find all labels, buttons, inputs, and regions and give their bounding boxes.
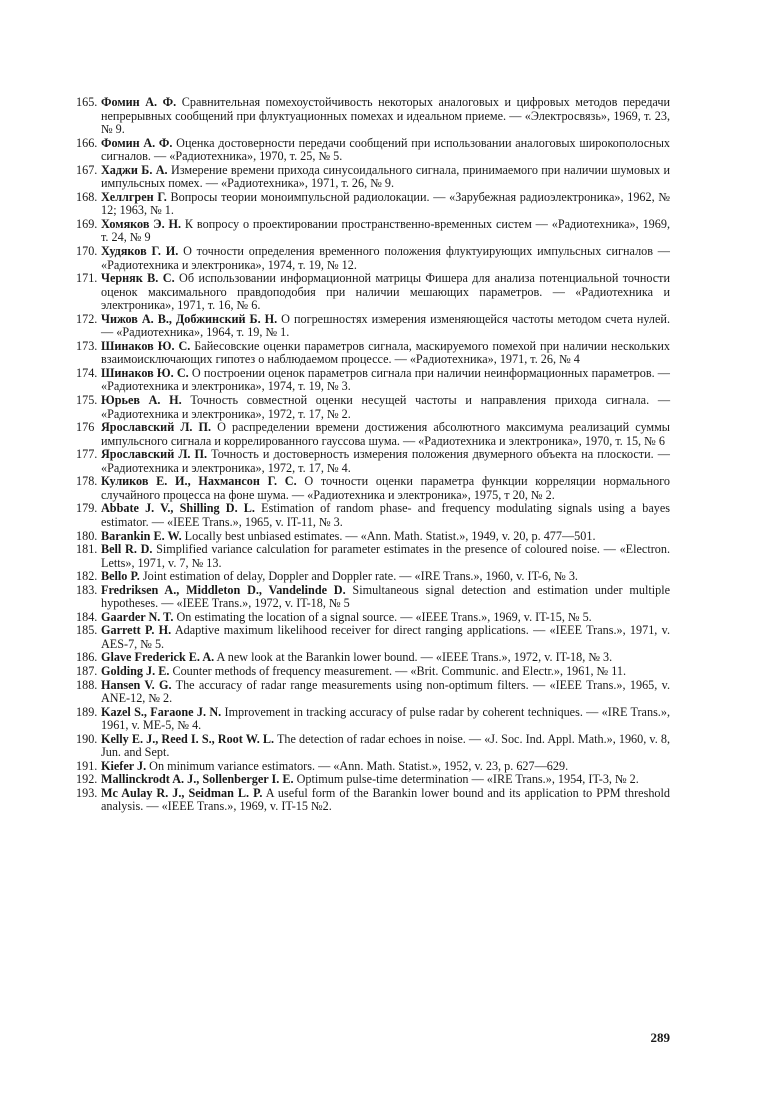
reference-authors: Худяков Г. И. (101, 244, 179, 259)
reference-item (76, 611, 670, 625)
reference-number: 170. (76, 244, 98, 259)
reference-item (76, 502, 670, 529)
reference-number: 190. (76, 731, 98, 746)
reference-text: Об использовании информационной матрицы Фишера для анализа потенциальной точности оценок максимального правдоподобия при наличии мешающих параметров. — «Радиотехника и электроника», 1971, т. 16, № 6. (101, 271, 671, 313)
reference-item (76, 760, 670, 774)
reference-text: The detection of radar echoes in noise. — «J. Soc. Ind. Appl. Math.», 1960, v. 8, Jun. and Sept. (101, 731, 670, 760)
reference-item (76, 733, 670, 760)
reference-item (76, 421, 670, 448)
reference-text: К вопросу о проектировании пространственно-временных систем — «Радиотехника», 1969, т. 24, № 9 (101, 216, 670, 245)
reference-authors: Barankin E. W. (101, 528, 182, 543)
reference-item (76, 191, 670, 218)
reference-text: О распределении времени достижения абсолютного максимума реализаций суммы импульсного сигнала и коррелированного гауссова шума. — «Радиотехника и электроника», 1970, т. 15, № 6 (101, 420, 670, 448)
reference-number: 188. (76, 677, 98, 692)
reference-number: 184. (76, 609, 98, 624)
reference-item (76, 530, 670, 544)
reference-number: 175. (76, 393, 98, 408)
reference-number: 187. (76, 663, 98, 678)
reference-item (76, 706, 670, 733)
reference-text: On minimum variance estimators. — «Ann. Math. Statist.», 1952, v. 23, p. 627—629. (146, 758, 569, 773)
reference-text: О точности определения временного положения флуктуирующих импульсных сигналов — «Радиотехника и электроника», 1974, т. 19, № 12. (101, 244, 670, 272)
reference-text: Simplified variance calculation for parameter estimates in the presence of coloured noise. — «Electron. Letts», 1971, v. 7, № 13. (101, 542, 670, 570)
reference-number: 189. (76, 704, 98, 719)
reference-number: 181. (76, 542, 98, 557)
reference-number: 193. (76, 785, 98, 800)
reference-number: 192. (76, 772, 98, 787)
reference-item (76, 340, 670, 367)
reference-text: On estimating the location of a signal source. — «IEEE Trans.», 1969, v. IT-15, № 5. (173, 609, 592, 624)
reference-authors: Glave Frederick E. A. (101, 650, 215, 665)
reference-authors: Hansen V. G. (101, 677, 172, 692)
reference-number: 182. (76, 569, 98, 584)
reference-authors: Фомин А. Ф. (101, 95, 177, 109)
reference-text: Вопросы теории моноимпульсной радиолокации. — «Зарубежная радиоэлектроника», 1962, № 12; 1963, № 1. (101, 189, 670, 218)
reference-item (76, 570, 670, 584)
reference-authors: Хаджи Б. А. (101, 162, 168, 177)
reference-text: О погрешностях измерения изменяющейся частоты методом счета нулей. — «Радиотехника», 1964, т. 19, № 1. (101, 311, 670, 340)
reference-authors: Kelly E. J., Reed I. S., Root W. L. (101, 731, 275, 746)
reference-number: 183. (76, 582, 98, 597)
reference-number: 178. (76, 474, 98, 489)
reference-item (76, 651, 670, 665)
reference-item (76, 313, 670, 340)
reference-authors: Bello P. (101, 569, 140, 584)
reference-authors: Golding J. E. (101, 663, 170, 678)
reference-item (76, 245, 670, 272)
reference-authors: Юрьев А. Н. (101, 393, 182, 408)
reference-text: Joint estimation of delay, Doppler and Doppler rate. — «IRE Trans.», 1960, v. IT-6, № 3. (139, 569, 578, 584)
reference-text: О построении оценок параметров сигнала при наличии неинформационных параметров. — «Радиотехника и электроника», 1974, т. 19, № 3. (101, 365, 670, 394)
reference-number: 168. (76, 189, 98, 204)
reference-authors: Mallinckrodt A. J., Sollenberger I. E. (101, 772, 294, 787)
reference-item (76, 96, 670, 137)
reference-authors: Шинаков Ю. С. (101, 338, 191, 353)
reference-text: Counter methods of frequency measurement. — «Brit. Communic. and Electr.», 1961, № 11. (169, 663, 627, 678)
reference-authors: Gaarder N. T. (101, 609, 174, 624)
reference-text: Измерение времени прихода синусоидального сигнала, принимаемого при наличии шумовых и импульсных помех. — «Радиотехника», 1971, т. 26, № 9. (101, 162, 671, 191)
reference-authors: Ярославский Л. П. (101, 420, 212, 435)
reference-authors: Хеллгрен Г. (101, 189, 167, 204)
reference-number: 165. (76, 95, 98, 109)
reference-authors: Fredriksen A., Middleton D., Vandelinde D. (101, 582, 346, 597)
reference-number: 174. (76, 365, 98, 380)
reference-number: 171. (76, 271, 98, 286)
reference-number: 172. (76, 311, 98, 326)
reference-authors: Хомяков Э. Н. (101, 216, 182, 231)
reference-item (76, 218, 670, 245)
reference-number: 169. (76, 216, 98, 231)
reference-item (76, 272, 670, 313)
reference-text: Байесовские оценки параметров сигнала, маскируемого помехой при наличии нескольких взаимоисключающих гипотез о наблюдаемом процессе. — «Радиотехника», 1971, т. 26, № 4 (101, 338, 670, 367)
reference-authors: Шинаков Ю. С. (101, 365, 189, 380)
reference-text: Сравнительная помехоустойчивость некоторых аналоговых и цифровых методов передачи непрерывных сообщений при флуктуационных помехах и идеальном приеме. — «Электросвязь», 1969, т. 23, № 9. (101, 95, 670, 137)
reference-text: A new look at the Barankin lower bound. — «IEEE Trans.», 1972, v. IT-18, № 3. (214, 650, 613, 665)
reference-authors: Mc Aulay R. J., Seidman L. P. (101, 785, 263, 800)
reference-authors: Куликов Е. И., Нахмансон Г. С. (101, 474, 297, 489)
reference-text: Точность совместной оценки несущей частоты и направления прихода сигнала. — «Радиотехника и электроника», 1972, т. 17, № 2. (101, 393, 671, 421)
page-number: 289 (650, 1030, 670, 1045)
reference-number: 191. (76, 758, 98, 773)
reference-text: The accuracy of radar range measurements using non-optimum filters. — «IEEE Trans.», 1965, v. ANE-12, № 2. (101, 677, 670, 706)
reference-authors: Чижов А. В., Добжинский Б. Н. (101, 311, 278, 326)
reference-number: 177. (76, 447, 98, 462)
reference-item (76, 624, 670, 651)
reference-authors: Ярославский Л. П. (101, 447, 208, 462)
reference-number: 185. (76, 623, 98, 638)
reference-text: Adaptive maximum likelihood receiver for direct ranging applications. — «IEEE Trans.», 1971, v. AES-7, № 5. (101, 623, 670, 651)
reference-list (76, 96, 670, 814)
reference-text: О точности оценки параметра функции корреляции нормального случайного процесса на фоне шума. — «Радиотехника и электроника», 1975, т 20, № 2. (101, 474, 670, 502)
reference-text: Точность и достоверность измерения положения двумерного объекта на плоскости. — «Радиотехника и электроника», 1972, т. 17, № 4. (101, 447, 670, 475)
reference-number: 173. (76, 338, 98, 353)
reference-item (76, 137, 670, 164)
reference-number: 166. (76, 135, 98, 150)
reference-item (76, 584, 670, 611)
reference-item (76, 394, 670, 421)
reference-item (76, 679, 670, 706)
reference-item (76, 543, 670, 570)
reference-authors: Kazel S., Faraone J. N. (101, 704, 222, 719)
reference-text: Improvement in tracking accuracy of pulse radar by coherent techniques. — «IRE Trans.», 1961, v. ME-5, № 4. (101, 704, 670, 733)
reference-text: Locally best unbiased estimates. — «Ann. Math. Statist.», 1949, v. 20, p. 477—501. (181, 528, 596, 543)
reference-authors: Kiefer J. (101, 758, 147, 773)
reference-authors: Abbate J. V., Shilling D. L. (101, 501, 255, 516)
reference-authors: Bell R. D. (101, 542, 153, 557)
reference-item (76, 773, 670, 787)
reference-number: 179. (76, 501, 98, 516)
reference-text: Estimation of random phase- and frequency modulating signals using a bayes estimator. — «IEEE Trans.», 1965, v. IT-11, № 3. (101, 501, 670, 529)
reference-number: 176 (76, 420, 95, 435)
reference-item (76, 164, 670, 191)
reference-text: A useful form of the Barankin lower bound and its application to PPM threshold analysis. — «IEEE Trans.», 1969, v. IT-15 №2. (101, 785, 670, 814)
reference-text: Optimum pulse-time determination — «IRE Trans.», 1954, IT-3, № 2. (293, 772, 639, 787)
reference-number: 186. (76, 650, 98, 665)
reference-item (76, 665, 670, 679)
reference-item (76, 448, 670, 475)
reference-number: 167. (76, 162, 98, 177)
reference-number: 180. (76, 528, 98, 543)
reference-authors: Фомин А. Ф. (101, 135, 173, 150)
reference-authors: Garrett P. H. (101, 623, 172, 638)
reference-item (76, 475, 670, 502)
reference-item (76, 367, 670, 394)
reference-text: Оценка достоверности передачи сообщений при использовании аналоговых широкополосных сигналов. — «Радиотехника», 1970, т. 25, № 5. (101, 135, 670, 164)
reference-authors: Черняк В. С. (101, 271, 175, 286)
reference-item (76, 787, 670, 814)
reference-text: Simultaneous signal detection and estimation under multiple hypotheses. — «IEEE Trans.», 1972, v. IT-18, № 5 (101, 582, 670, 611)
